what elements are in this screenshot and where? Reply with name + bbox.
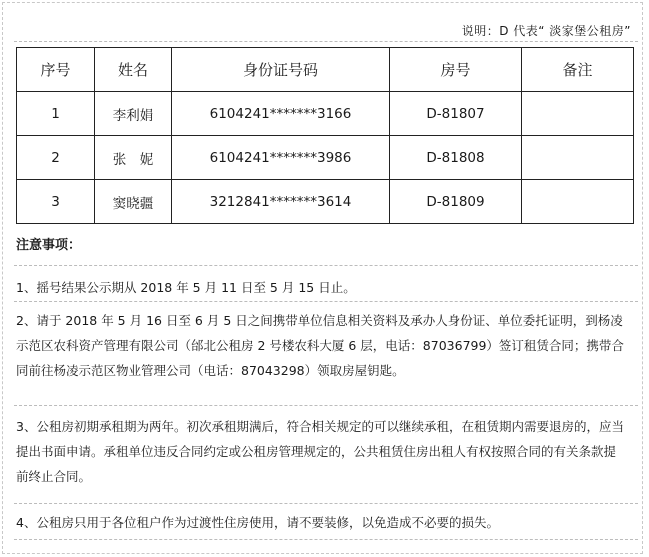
header-id-number: 身份证号码 — [172, 48, 390, 92]
notice-item-1: 1、摇号结果公示期从 2018 年 5 月 11 日至 5 月 15 日止。 — [16, 280, 356, 295]
cell-name: 窦晓疆 — [95, 180, 172, 224]
divider — [14, 265, 638, 266]
cell-seq: 1 — [17, 92, 95, 136]
cell-remark — [522, 180, 634, 224]
divider — [14, 503, 638, 504]
table-row — [17, 180, 634, 224]
table-row — [17, 136, 634, 180]
notice-item-4: 4、公租房只用于各位租户作为过渡性住房使用，请不要装修，以免造成不必要的损失。 — [16, 515, 499, 530]
cell-room: D-81807 — [390, 92, 522, 136]
table-row — [17, 92, 634, 136]
notice-item-3: 3、公租房初期承租期为两年。初次承租期满后，符合相关规定的可以继续承租，在租赁期内需要退房的，应当提出书面申请。承租单位违反合同约定或公租房管理规定的，公共租赁住房出租人有权按照合同的有关条款提前终止合同。 — [16, 419, 624, 484]
header-seq: 序号 — [17, 48, 95, 92]
divider — [14, 301, 638, 302]
notice-item-2: 2、请于 2018 年 5 月 16 日至 6 月 5 日之间携带单位信息相关资料及承办人身份证、单位委托证明，到杨凌示范区农科资产管理有限公司（邰北公租房 2 号楼农科大厦 6 层，电话：87036799）签订租赁合同；携带合同前往杨凌示范区物业管理公司（电话：87043298）领取房屋钥匙。 — [16, 313, 624, 378]
cell-id-number: 6104241*******3986 — [172, 136, 390, 180]
header-remark: 备注 — [522, 48, 634, 92]
header-name: 姓名 — [95, 48, 172, 92]
header-room: 房号 — [390, 48, 522, 92]
divider — [14, 41, 638, 42]
cell-seq: 2 — [17, 136, 95, 180]
cell-seq: 3 — [17, 180, 95, 224]
allocation-table — [16, 47, 634, 224]
cell-room: D-81808 — [390, 136, 522, 180]
cell-id-number: 6104241*******3166 — [172, 92, 390, 136]
cell-name: 张 妮 — [95, 136, 172, 180]
cell-room: D-81809 — [390, 180, 522, 224]
legend-note: 说明：D 代表“ 淡家堡公租房” — [461, 24, 631, 38]
divider — [14, 405, 638, 406]
divider — [14, 539, 638, 540]
table-header-row — [17, 48, 634, 92]
cell-name: 李利娟 — [95, 92, 172, 136]
cell-id-number: 3212841*******3614 — [172, 180, 390, 224]
cell-remark — [522, 92, 634, 136]
notice-title: 注意事项： — [16, 238, 82, 253]
cell-remark — [522, 136, 634, 180]
